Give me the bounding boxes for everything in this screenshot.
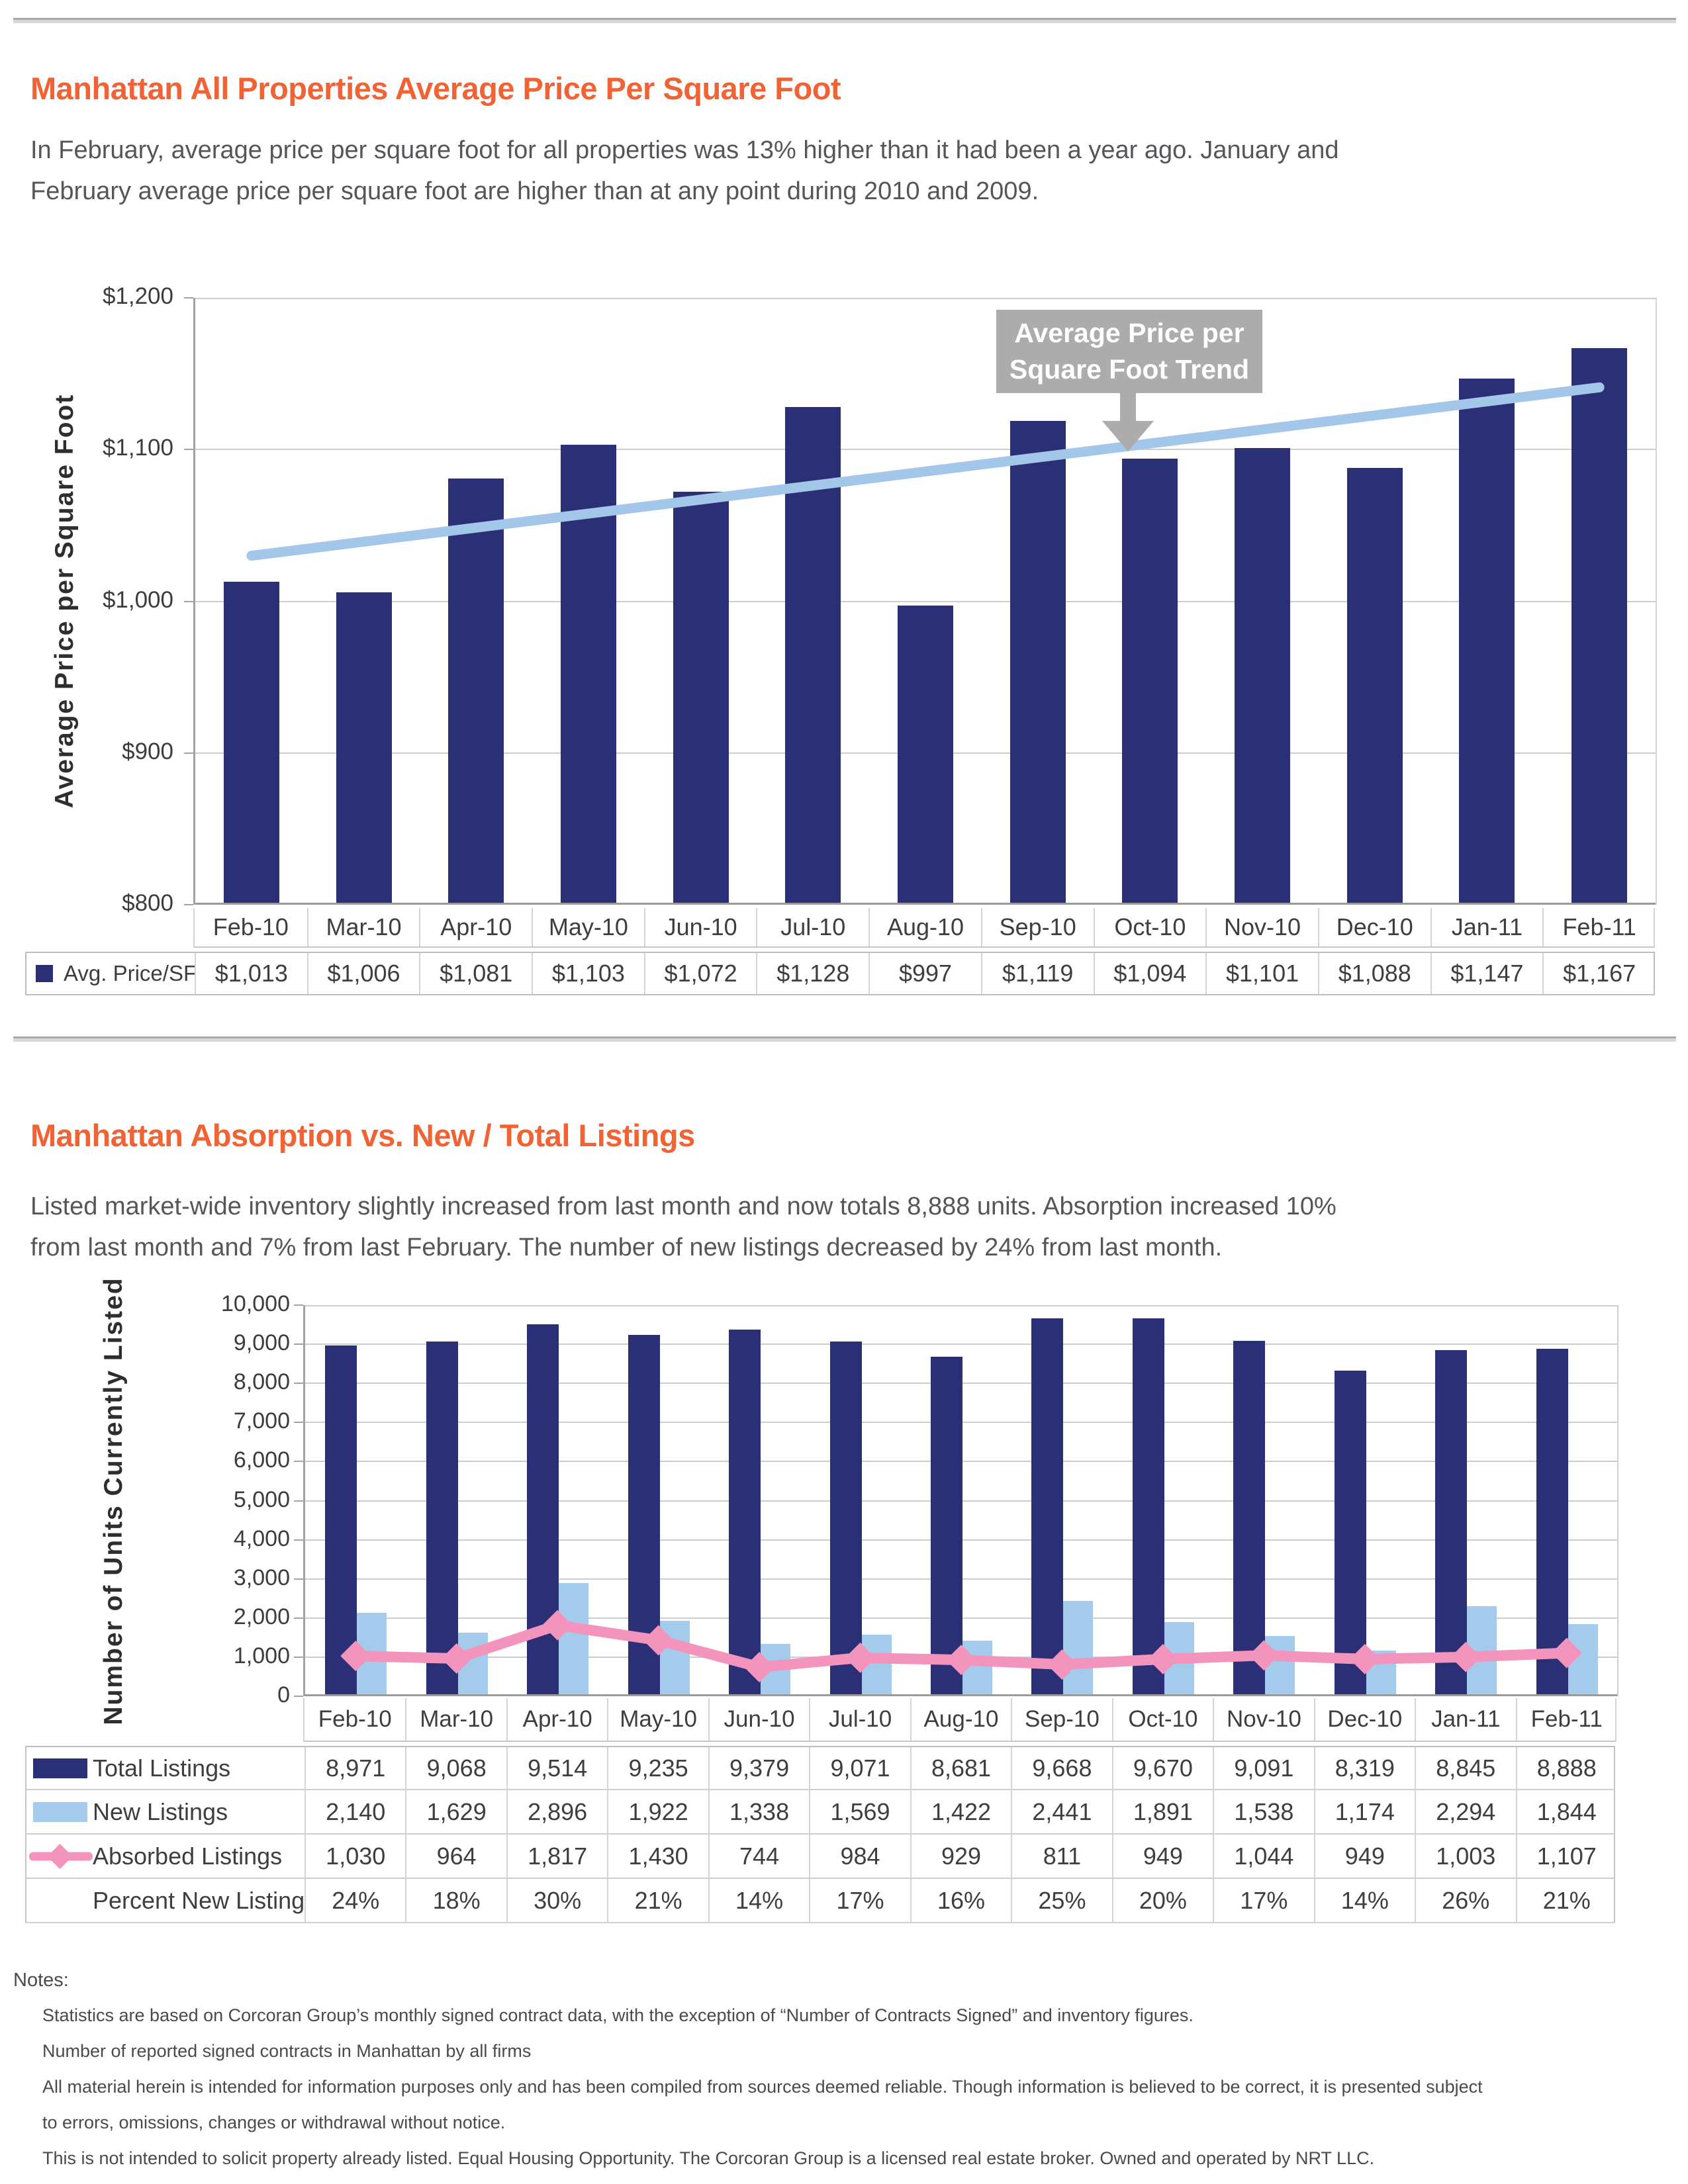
month-label-cell: Oct-10 bbox=[1112, 1698, 1213, 1741]
chart2-plot-area bbox=[303, 1305, 1618, 1696]
avg-price-value-cell: $1,006 bbox=[307, 953, 420, 994]
chart1-month-axis-row bbox=[193, 908, 1655, 948]
y-axis-tick-mark bbox=[184, 449, 193, 450]
table-value-cell: 17% bbox=[1213, 1879, 1313, 1922]
table-value-cell: 2,294 bbox=[1415, 1790, 1515, 1833]
trend-line-layer bbox=[195, 298, 1656, 905]
note-line-2: Number of reported signed contracts in Manhattan by all firms bbox=[42, 2041, 532, 2061]
section1-paragraph-line2: February average price per square foot are higher than at any point during 2010 and 2009. bbox=[30, 177, 1039, 205]
table-value-cell: 26% bbox=[1415, 1879, 1515, 1922]
table-value-cell: 9,091 bbox=[1213, 1747, 1313, 1789]
avg-price-value-cell: $1,101 bbox=[1205, 953, 1318, 994]
table-value-cell: 8,681 bbox=[910, 1747, 1011, 1789]
chart1-plot-area bbox=[193, 298, 1657, 905]
section1-heading: Manhattan All Properties Average Price Per Square Foot bbox=[30, 71, 841, 106]
month-label-cell: Jan-11 bbox=[1415, 1698, 1515, 1741]
y-axis-tick-mark bbox=[294, 1657, 303, 1658]
table-value-cell: 1,422 bbox=[910, 1790, 1011, 1833]
avg-price-value-cell: $1,103 bbox=[532, 953, 644, 994]
table-value-cell: 744 bbox=[708, 1835, 809, 1878]
absorbed-diamond-marker bbox=[744, 1652, 774, 1682]
table-value-cell: 1,844 bbox=[1516, 1790, 1617, 1833]
row-label-cell bbox=[26, 1790, 305, 1833]
y-axis-tick-mark bbox=[294, 1500, 303, 1502]
row-label-text: Absorbed Listings bbox=[93, 1842, 283, 1870]
y-axis-tick-label: 4,000 bbox=[233, 1525, 290, 1551]
y-axis-tick-mark bbox=[294, 1422, 303, 1423]
row-label-text: Total Listings bbox=[93, 1754, 231, 1782]
table-value-cell: 1,044 bbox=[1213, 1835, 1313, 1878]
section1-paragraph bbox=[30, 130, 1338, 212]
y-axis-tick-mark bbox=[294, 1383, 303, 1384]
table-value-cell: 949 bbox=[1112, 1835, 1213, 1878]
table-value-cell: 2,140 bbox=[305, 1790, 405, 1833]
month-label-cell: Apr-10 bbox=[506, 1698, 607, 1741]
y-axis-tick-mark bbox=[294, 1343, 303, 1345]
table-value-cell: 9,235 bbox=[607, 1747, 708, 1789]
y-axis-tick-mark bbox=[294, 1461, 303, 1462]
table-value-cell: 1,030 bbox=[305, 1835, 405, 1878]
table-row-total-listings bbox=[25, 1746, 1615, 1790]
month-label-cell: Jul-10 bbox=[809, 1698, 910, 1741]
table-value-cell: 9,514 bbox=[506, 1747, 607, 1789]
y-axis-tick-label: 0 bbox=[277, 1682, 290, 1707]
month-label-cell: May-10 bbox=[532, 908, 644, 946]
table-value-cell: 17% bbox=[809, 1879, 910, 1922]
month-label-cell: Jul-10 bbox=[756, 908, 868, 946]
absorbed-diamond-marker bbox=[643, 1625, 674, 1655]
note-line-1: Statistics are based on Corcoran Group’s monthly signed contract data, with the exception of “Number of Contracts Signed” and inventory figures. bbox=[42, 2005, 1194, 2025]
table-value-cell: 21% bbox=[607, 1879, 708, 1922]
table-value-cell: 8,888 bbox=[1516, 1747, 1617, 1789]
trend-line bbox=[252, 387, 1599, 555]
table-value-cell: 9,379 bbox=[708, 1747, 809, 1789]
absorbed-diamond-marker bbox=[1350, 1644, 1380, 1674]
table-value-cell: 14% bbox=[708, 1879, 809, 1922]
table-value-cell: 1,107 bbox=[1516, 1835, 1617, 1878]
chart2-month-axis-row bbox=[303, 1698, 1617, 1742]
y-axis-tick-label: 2,000 bbox=[233, 1604, 290, 1629]
table-value-cell: 24% bbox=[305, 1879, 405, 1922]
table-value-cell: 1,174 bbox=[1314, 1790, 1415, 1833]
month-label-cell: Dec-10 bbox=[1318, 908, 1430, 946]
table-value-cell: 1,003 bbox=[1415, 1835, 1515, 1878]
month-label-cell: Nov-10 bbox=[1205, 908, 1318, 946]
chart2-y-axis-title: Number of Units Currently Listed bbox=[99, 1277, 128, 1725]
table-value-cell: 18% bbox=[405, 1879, 506, 1922]
y-axis-tick-label: $1,100 bbox=[102, 435, 173, 461]
y-axis-tick-mark bbox=[294, 1617, 303, 1619]
y-axis-tick-label: 7,000 bbox=[233, 1408, 290, 1434]
table-value-cell: 9,068 bbox=[405, 1747, 506, 1789]
y-axis-tick-label: 9,000 bbox=[233, 1330, 290, 1356]
table-value-cell: 1,817 bbox=[506, 1835, 607, 1878]
table-value-cell: 9,668 bbox=[1011, 1747, 1111, 1789]
table-value-cell: 1,569 bbox=[809, 1790, 910, 1833]
chart2-x-axis-line bbox=[305, 1694, 1617, 1696]
absorbed-diamond-marker bbox=[1248, 1640, 1279, 1670]
table-value-cell: 1,629 bbox=[405, 1790, 506, 1833]
y-axis-tick-mark bbox=[184, 297, 193, 298]
y-axis-tick-label: 3,000 bbox=[233, 1565, 290, 1590]
table-row-new-listings bbox=[25, 1790, 1615, 1835]
absorbed-diamond-marker bbox=[442, 1643, 472, 1674]
month-label-cell: May-10 bbox=[607, 1698, 708, 1741]
table-value-cell: 25% bbox=[1011, 1879, 1111, 1922]
row-label-text: New Listings bbox=[93, 1797, 228, 1825]
chart1-legend-label: Avg. Price/SF bbox=[64, 961, 197, 985]
absorbed-diamond-marker bbox=[845, 1643, 876, 1673]
section2-heading: Manhattan Absorption vs. New / Total Listings bbox=[30, 1118, 695, 1153]
table-value-cell: 1,891 bbox=[1112, 1790, 1213, 1833]
table-value-cell: 16% bbox=[910, 1879, 1011, 1922]
y-axis-tick-label: 5,000 bbox=[233, 1486, 290, 1512]
table-value-cell: 8,971 bbox=[305, 1747, 405, 1789]
notes-label: Notes: bbox=[13, 1970, 69, 1991]
absorbed-line-layer bbox=[305, 1305, 1617, 1696]
section2-paragraph-line2: from last month and 7% from last February. The number of new listings decreased by 24% from last month. bbox=[30, 1234, 1223, 1261]
chart1-x-axis-line bbox=[195, 903, 1656, 905]
y-axis-tick-label: 6,000 bbox=[233, 1447, 290, 1473]
y-axis-tick-mark bbox=[294, 1578, 303, 1580]
table-value-cell: 1,430 bbox=[607, 1835, 708, 1878]
month-label-cell: Aug-10 bbox=[868, 908, 981, 946]
avg-price-value-cell: $1,128 bbox=[756, 953, 868, 994]
note-line-5: This is not intended to solicit property already listed. Equal Housing Opportunity. The Corcoran Group is a licensed real estate broker. Owned and operated by NRT LLC. bbox=[42, 2148, 1375, 2168]
row-label-cell bbox=[26, 1747, 305, 1789]
annotation-arrow-shaft bbox=[1120, 393, 1136, 422]
absorbed-diamond-marker bbox=[340, 1641, 371, 1671]
annotation-arrow-head-icon bbox=[1102, 421, 1154, 451]
y-axis-tick-label: $900 bbox=[122, 738, 173, 764]
section2-paragraph-line1: Listed market-wide inventory slightly increased from last month and now totals 8,888 units. Absorption increased 10% bbox=[30, 1193, 1336, 1220]
avg-price-value-cell: $1,072 bbox=[644, 953, 757, 994]
absorbed-legend-diamond-icon bbox=[47, 1843, 72, 1868]
month-label-cell: Feb-11 bbox=[1542, 908, 1655, 946]
section1-paragraph-line1: In February, average price per square foot for all properties was 13% higher than it had been a year ago. January and bbox=[30, 136, 1339, 164]
table-row-percent-new-listing bbox=[25, 1879, 1615, 1923]
avg-price-value-cell: $1,119 bbox=[981, 953, 1094, 994]
y-axis-tick-mark bbox=[294, 1304, 303, 1306]
month-label-cell: Jan-11 bbox=[1430, 908, 1543, 946]
avg-price-value-cell: $1,081 bbox=[419, 953, 532, 994]
section2-paragraph bbox=[30, 1186, 1336, 1268]
avg-price-legend-swatch-icon bbox=[36, 965, 53, 982]
month-label-cell: Dec-10 bbox=[1314, 1698, 1415, 1741]
table-value-cell: 984 bbox=[809, 1835, 910, 1878]
month-label-cell: Mar-10 bbox=[405, 1698, 506, 1741]
row-label-cell bbox=[26, 1879, 305, 1922]
month-label-cell: Mar-10 bbox=[307, 908, 420, 946]
avg-price-value-cell: $1,094 bbox=[1094, 953, 1206, 994]
y-axis-tick-mark bbox=[184, 904, 193, 905]
table-value-cell: 811 bbox=[1011, 1835, 1111, 1878]
table-value-cell: 21% bbox=[1516, 1879, 1617, 1922]
table-value-cell: 1,338 bbox=[708, 1790, 809, 1833]
absorbed-diamond-marker bbox=[1148, 1644, 1178, 1674]
y-axis-tick-mark bbox=[294, 1696, 303, 1697]
month-label-cell: Sep-10 bbox=[981, 908, 1094, 946]
month-label-cell: Sep-10 bbox=[1011, 1698, 1111, 1741]
table-value-cell: 20% bbox=[1112, 1879, 1213, 1922]
month-label-cell: Jun-10 bbox=[708, 1698, 809, 1741]
month-label-cell: Oct-10 bbox=[1094, 908, 1206, 946]
table-row-absorbed-listings bbox=[25, 1835, 1615, 1879]
y-axis-tick-mark bbox=[294, 1539, 303, 1541]
avg-price-value-cell: $1,088 bbox=[1318, 953, 1430, 994]
trend-annotation-line1: Average Price per bbox=[1014, 318, 1244, 348]
new-listings-legend-swatch-icon bbox=[33, 1802, 87, 1822]
absorbed-diamond-marker bbox=[1450, 1642, 1481, 1672]
table-value-cell: 949 bbox=[1314, 1835, 1415, 1878]
chart1-data-table-row bbox=[25, 952, 1655, 995]
table-value-cell: 14% bbox=[1314, 1879, 1415, 1922]
y-axis-tick-mark bbox=[184, 752, 193, 754]
table-value-cell: 9,670 bbox=[1112, 1747, 1213, 1789]
table-value-cell: 2,441 bbox=[1011, 1790, 1111, 1833]
avg-price-value-cell: $997 bbox=[868, 953, 981, 994]
table-value-cell: 964 bbox=[405, 1835, 506, 1878]
y-axis-tick-label: $1,000 bbox=[102, 586, 173, 613]
table-value-cell: 929 bbox=[910, 1835, 1011, 1878]
month-label-cell: Jun-10 bbox=[644, 908, 757, 946]
month-label-cell: Aug-10 bbox=[910, 1698, 1011, 1741]
row-label-text: Percent New Listing bbox=[93, 1886, 305, 1914]
table-value-cell: 9,071 bbox=[809, 1747, 910, 1789]
total-listings-legend-swatch-icon bbox=[33, 1758, 87, 1778]
chart1-legend-cell bbox=[26, 953, 195, 994]
month-label-cell: Apr-10 bbox=[419, 908, 532, 946]
chart1-y-axis-title: Average Price per Square Foot bbox=[50, 393, 79, 809]
absorbed-diamond-marker bbox=[946, 1645, 976, 1675]
table-value-cell: 1,538 bbox=[1213, 1790, 1313, 1833]
table-value-cell: 8,845 bbox=[1415, 1747, 1515, 1789]
y-axis-tick-label: $800 bbox=[122, 890, 173, 916]
y-axis-tick-label: 10,000 bbox=[221, 1291, 290, 1316]
table-value-cell: 1,922 bbox=[607, 1790, 708, 1833]
month-label-cell: Feb-11 bbox=[1516, 1698, 1617, 1741]
trend-annotation-line2: Square Foot Trend bbox=[1009, 354, 1250, 385]
y-axis-tick-mark bbox=[184, 601, 193, 602]
trend-annotation-callout bbox=[996, 310, 1262, 393]
absorbed-diamond-marker bbox=[542, 1610, 573, 1641]
y-axis-tick-label: $1,200 bbox=[102, 283, 173, 309]
table-value-cell: 8,319 bbox=[1314, 1747, 1415, 1789]
avg-price-value-cell: $1,013 bbox=[195, 953, 307, 994]
top-divider bbox=[13, 18, 1676, 23]
absorbed-diamond-marker bbox=[1552, 1638, 1582, 1668]
month-label-cell: Nov-10 bbox=[1213, 1698, 1313, 1741]
row-label-cell bbox=[26, 1835, 305, 1878]
avg-price-value-cell: $1,147 bbox=[1430, 953, 1543, 994]
table-value-cell: 30% bbox=[506, 1879, 607, 1922]
y-axis-tick-label: 1,000 bbox=[233, 1643, 290, 1668]
absorbed-diamond-marker bbox=[1047, 1649, 1077, 1680]
avg-price-value-cell: $1,167 bbox=[1542, 953, 1655, 994]
month-label-cell: Feb-10 bbox=[212, 913, 289, 940]
section-divider bbox=[13, 1036, 1676, 1042]
note-line-3: All material herein is intended for information purposes only and has been compiled from sources deemed reliable. Though information is believed to be correct, it is presented subject bbox=[42, 2077, 1483, 2097]
y-axis-tick-label: 8,000 bbox=[233, 1369, 290, 1395]
note-line-4: to errors, omissions, changes or withdrawal without notice. bbox=[42, 2113, 506, 2132]
table-value-cell: 2,896 bbox=[506, 1790, 607, 1833]
month-label-cell: Feb-10 bbox=[318, 1706, 392, 1732]
